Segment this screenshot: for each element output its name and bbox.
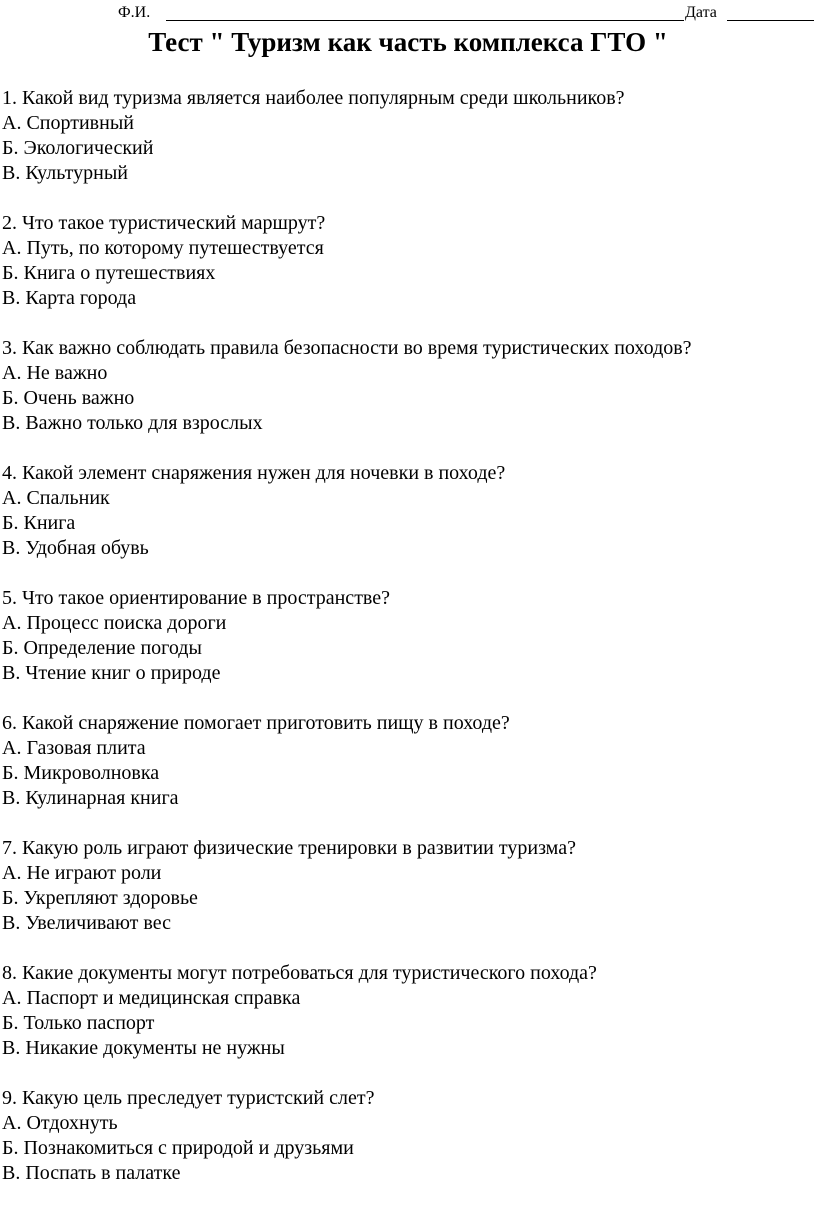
name-label: Ф.И. — [118, 4, 151, 21]
answer-option: А. Не важно — [2, 362, 108, 384]
answer-option: А. Не играют роли — [2, 862, 162, 884]
answer-option: А. Путь, по которому путешествуется — [2, 237, 324, 259]
date-label: Дата — [685, 4, 717, 21]
answer-option: В. Удобная обувь — [2, 537, 149, 559]
answer-option: Б. Книга о путешествиях — [2, 262, 216, 284]
answer-option: В. Карта города — [2, 287, 137, 309]
question-text: 1. Какой вид туризма является наиболее популярным среди школьников? — [2, 87, 625, 109]
student-info-header — [0, 3, 816, 23]
answer-option: А. Паспорт и медицинская справка — [2, 987, 301, 1009]
question-list — [2, 86, 814, 1211]
answer-option: А. Процесс поиска дороги — [2, 612, 227, 634]
answer-option: А. Спортивный — [2, 112, 134, 134]
answer-option: А. Отдохнуть — [2, 1112, 118, 1134]
answer-option: Б. Только паспорт — [2, 1012, 155, 1034]
question-text: 9. Какую цель преследует туристский слет? — [2, 1087, 375, 1109]
question-text: 5. Что такое ориентирование в пространстве? — [2, 587, 391, 609]
answer-option: А. Газовая плита — [2, 737, 146, 759]
question-block — [2, 336, 814, 436]
answer-option: Б. Познакомиться с природой и друзьями — [2, 1137, 354, 1159]
answer-option: Б. Экологический — [2, 137, 154, 159]
answer-option: В. Культурный — [2, 162, 128, 184]
answer-option: В. Кулинарная книга — [2, 787, 179, 809]
answer-option: В. Увеличивают вес — [2, 912, 171, 934]
question-text: 7. Какую роль играют физические тренировки в развитии туризма? — [2, 837, 576, 859]
answer-option: Б. Очень важно — [2, 387, 135, 409]
question-text: 4. Какой элемент снаряжения нужен для ночевки в походе? — [2, 462, 506, 484]
answer-option: В. Поспать в палатке — [2, 1162, 181, 1184]
answer-option: Б. Определение погоды — [2, 637, 202, 659]
answer-option: В. Важно только для взрослых — [2, 412, 263, 434]
page-title: Тест " Туризм как часть комплекса ГТО " — [148, 27, 668, 57]
question-block — [2, 711, 814, 811]
question-block — [2, 836, 814, 936]
answer-option: В. Чтение книг о природе — [2, 662, 221, 684]
question-text: 3. Как важно соблюдать правила безопасности во время туристических походов? — [2, 337, 692, 359]
question-block — [2, 961, 814, 1061]
answer-option: А. Спальник — [2, 487, 110, 509]
question-block — [2, 461, 814, 561]
question-block — [2, 1086, 814, 1186]
answer-option: Б. Микроволновка — [2, 762, 160, 784]
question-block — [2, 586, 814, 686]
question-text: 2. Что такое туристический маршрут? — [2, 212, 326, 234]
answer-option: В. Никакие документы не нужны — [2, 1037, 285, 1059]
question-text: 8. Какие документы могут потребоваться для туристического похода? — [2, 962, 597, 984]
question-block — [2, 86, 814, 186]
question-block — [2, 211, 814, 311]
answer-option: Б. Книга — [2, 512, 76, 534]
question-text: 6. Какой снаряжение помогает приготовить пищу в походе? — [2, 712, 510, 734]
answer-option: Б. Укрепляют здоровье — [2, 887, 198, 909]
date-fill-line[interactable] — [727, 20, 814, 21]
name-fill-line[interactable] — [166, 20, 684, 21]
